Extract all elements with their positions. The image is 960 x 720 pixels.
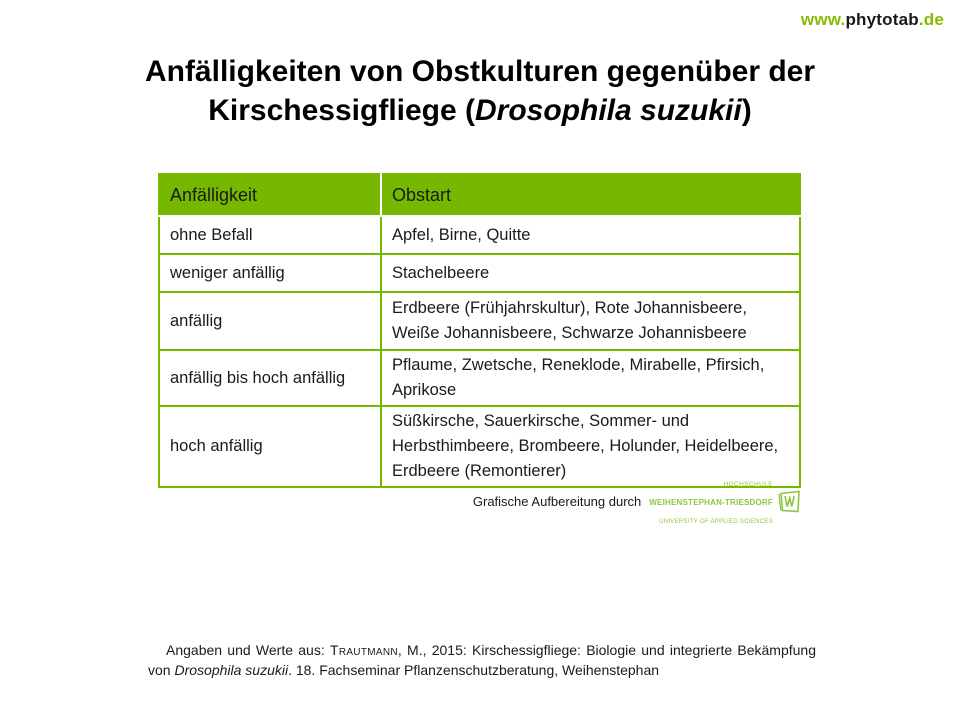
- attribution: [472, 481, 801, 526]
- citation-middle: , M., 2015: Kirschessigfliege: Biologie und integrierte Bekämpfung von: [148, 642, 816, 678]
- title-line2-suffix: ): [741, 94, 752, 127]
- university-logo-text: [649, 473, 773, 528]
- table-row: [159, 350, 800, 406]
- cell-fruits: Pflaume, Zwetsche, Reneklode, Mirabelle, Pfirsich, Aprikose: [381, 350, 800, 406]
- table-row: [159, 254, 800, 292]
- cell-level: anfällig: [159, 292, 381, 350]
- university-logo: [649, 473, 801, 528]
- w-logo-icon: [776, 490, 801, 513]
- cell-fruits: Süßkirsche, Sauerkirsche, Sommer- und Herbsthimbeere, Brombeere, Holunder, Heidelbeere, Erdbeere (Remontierer): [381, 406, 800, 487]
- header-anfaelligkeit: Anfälligkeit: [159, 174, 381, 216]
- table-header-row: [159, 174, 800, 216]
- citation-suffix: . 18. Fachseminar Pflanzenschutzberatung, Weihenstephan: [288, 662, 660, 678]
- title-line2-prefix: Kirschessigfliege (: [208, 94, 476, 127]
- url-suffix: .de: [918, 10, 944, 29]
- url-prefix: www.: [800, 10, 846, 29]
- citation: [148, 640, 816, 680]
- citation-author: Trautmann: [329, 642, 398, 658]
- cell-level: ohne Befall: [159, 216, 381, 254]
- susceptibility-table: [158, 173, 801, 488]
- title-line1: Anfälligkeiten von Obstkulturen gegenüber der: [144, 55, 816, 88]
- header-obstart: Obstart: [381, 174, 800, 216]
- citation-species-italic: Drosophila suzukii: [174, 662, 289, 678]
- table-row: [159, 292, 800, 350]
- attribution-label: Grafische Aufbereitung durch: [472, 493, 642, 509]
- cell-level: weniger anfällig: [159, 254, 381, 292]
- url-name: phytotab: [845, 10, 919, 29]
- cell-fruits: Erdbeere (Frühjahrskultur), Rote Johannisbeere, Weiße Johannisbeere, Schwarze Johannisbeere: [381, 292, 800, 350]
- logo-line2: WEIHENSTEPHAN-TRIESDORF: [649, 497, 773, 507]
- citation-prefix: Angaben und Werte aus:: [166, 642, 330, 658]
- cell-fruits: Stachelbeere: [381, 254, 800, 292]
- logo-line1: HOCHSCHULE: [723, 481, 773, 489]
- logo-line3: UNIVERSITY OF APPLIED SCIENCES: [659, 519, 773, 526]
- slide-title: [0, 52, 960, 130]
- website-url: [801, 10, 944, 30]
- cell-level: hoch anfällig: [159, 406, 381, 487]
- cell-level: anfällig bis hoch anfällig: [159, 350, 381, 406]
- table-row: [159, 216, 800, 254]
- title-species-italic: Drosophila suzukii: [475, 94, 742, 127]
- cell-fruits: Apfel, Birne, Quitte: [381, 216, 800, 254]
